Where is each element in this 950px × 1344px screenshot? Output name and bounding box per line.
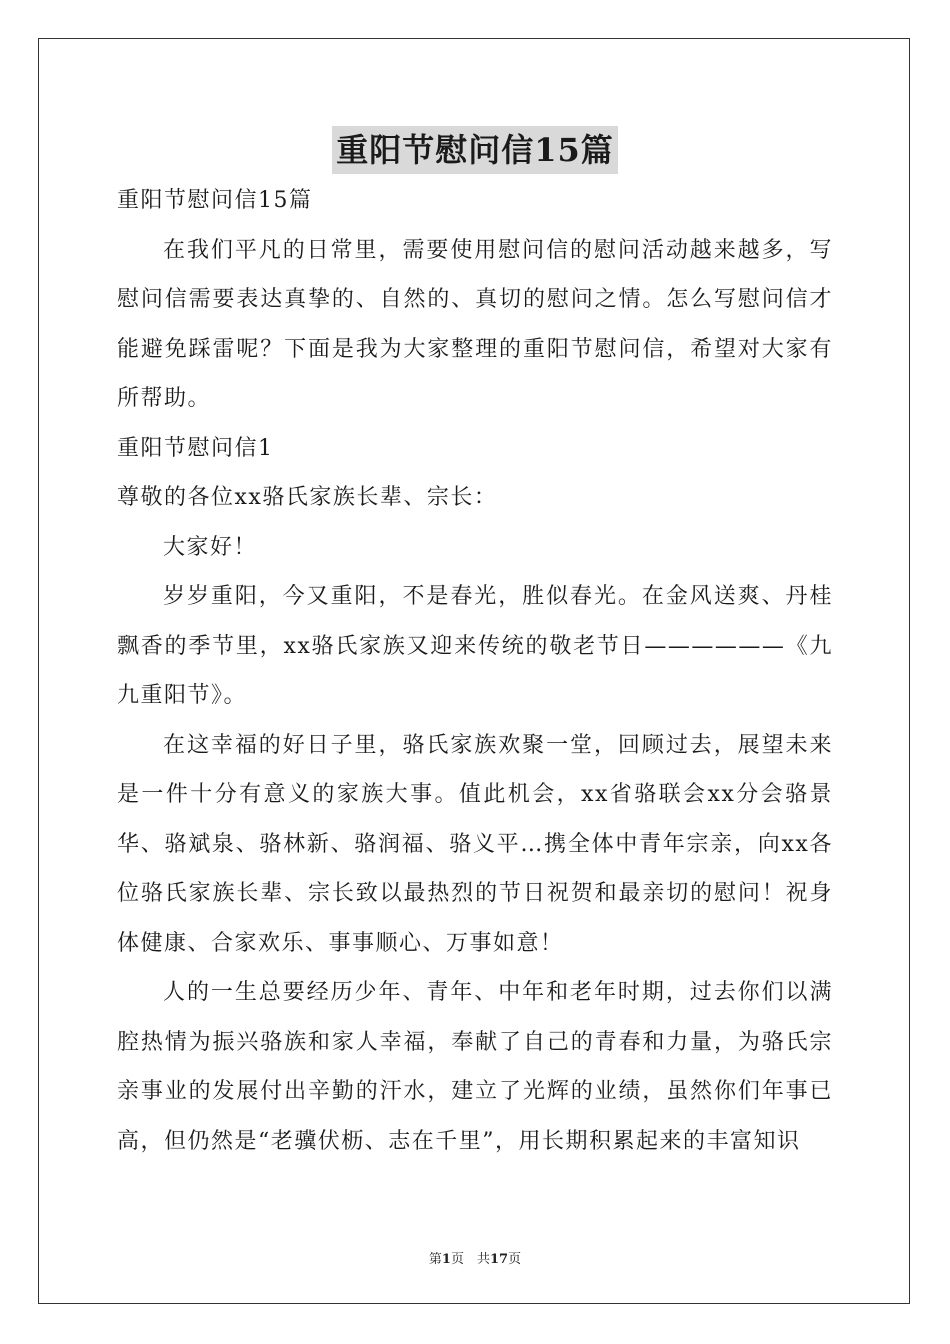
document-title: 重阳节慰问信15篇 bbox=[332, 126, 618, 174]
salutation: 尊敬的各位xx骆氏家族长辈、宗长： bbox=[117, 485, 498, 510]
footer-suffix: 页 bbox=[508, 1252, 522, 1267]
page-footer bbox=[0, 1248, 950, 1267]
document-subtitle: 重阳节慰问信15篇 bbox=[117, 188, 313, 213]
intro-paragraph: 在我们平凡的日常里，需要使用慰问信的慰问活动越来越多，写慰问信需要表达真挚的、自然的、真切的慰问之情。怎么写慰问信才能避免踩雷呢？下面是我为大家整理的重阳节慰问信，希望对大家有所帮助。 bbox=[117, 237, 833, 411]
paragraph-2: 在这幸福的好日子里，骆氏家族欢聚一堂，回顾过去，展望未来是一件十分有意义的家族大事。值此机会，xx省骆联会xx分会骆景华、骆斌泉、骆林新、骆润福、骆义平…携全体中青年宗亲，向xx各位骆氏家族长辈、宗长致以最热烈的节日祝贺和最亲切的慰问！祝身体健康、合家欢乐、事事顺心、万事如意！ bbox=[117, 732, 833, 956]
paragraph-3: 人的一生总要经历少年、青年、中年和老年时期，过去你们以满腔热情为振兴骆族和家人幸福，奉献了自己的青春和力量，为骆氏宗亲事业的发展付出辛勤的汗水，建立了光辉的业绩，虽然你们年事已高，但仍然是“老骥伏枥、志在千里”，用长期积累起来的丰富知识 bbox=[117, 980, 833, 1154]
footer-mid: 页 共 bbox=[450, 1252, 490, 1267]
current-page-number: 1 bbox=[441, 1252, 451, 1267]
footer-prefix: 第 bbox=[428, 1252, 442, 1267]
total-page-number: 17 bbox=[489, 1252, 509, 1267]
paragraph-1: 岁岁重阳，今又重阳，不是春光，胜似春光。在金风送爽、丹桂飘香的季节里，xx骆氏家族又迎来传统的敬老节日——————《九九重阳节》。 bbox=[117, 584, 833, 708]
section-heading: 重阳节慰问信1 bbox=[117, 435, 274, 461]
document-body bbox=[117, 176, 833, 1166]
title-container bbox=[0, 126, 950, 174]
greeting: 大家好！ bbox=[163, 534, 258, 560]
